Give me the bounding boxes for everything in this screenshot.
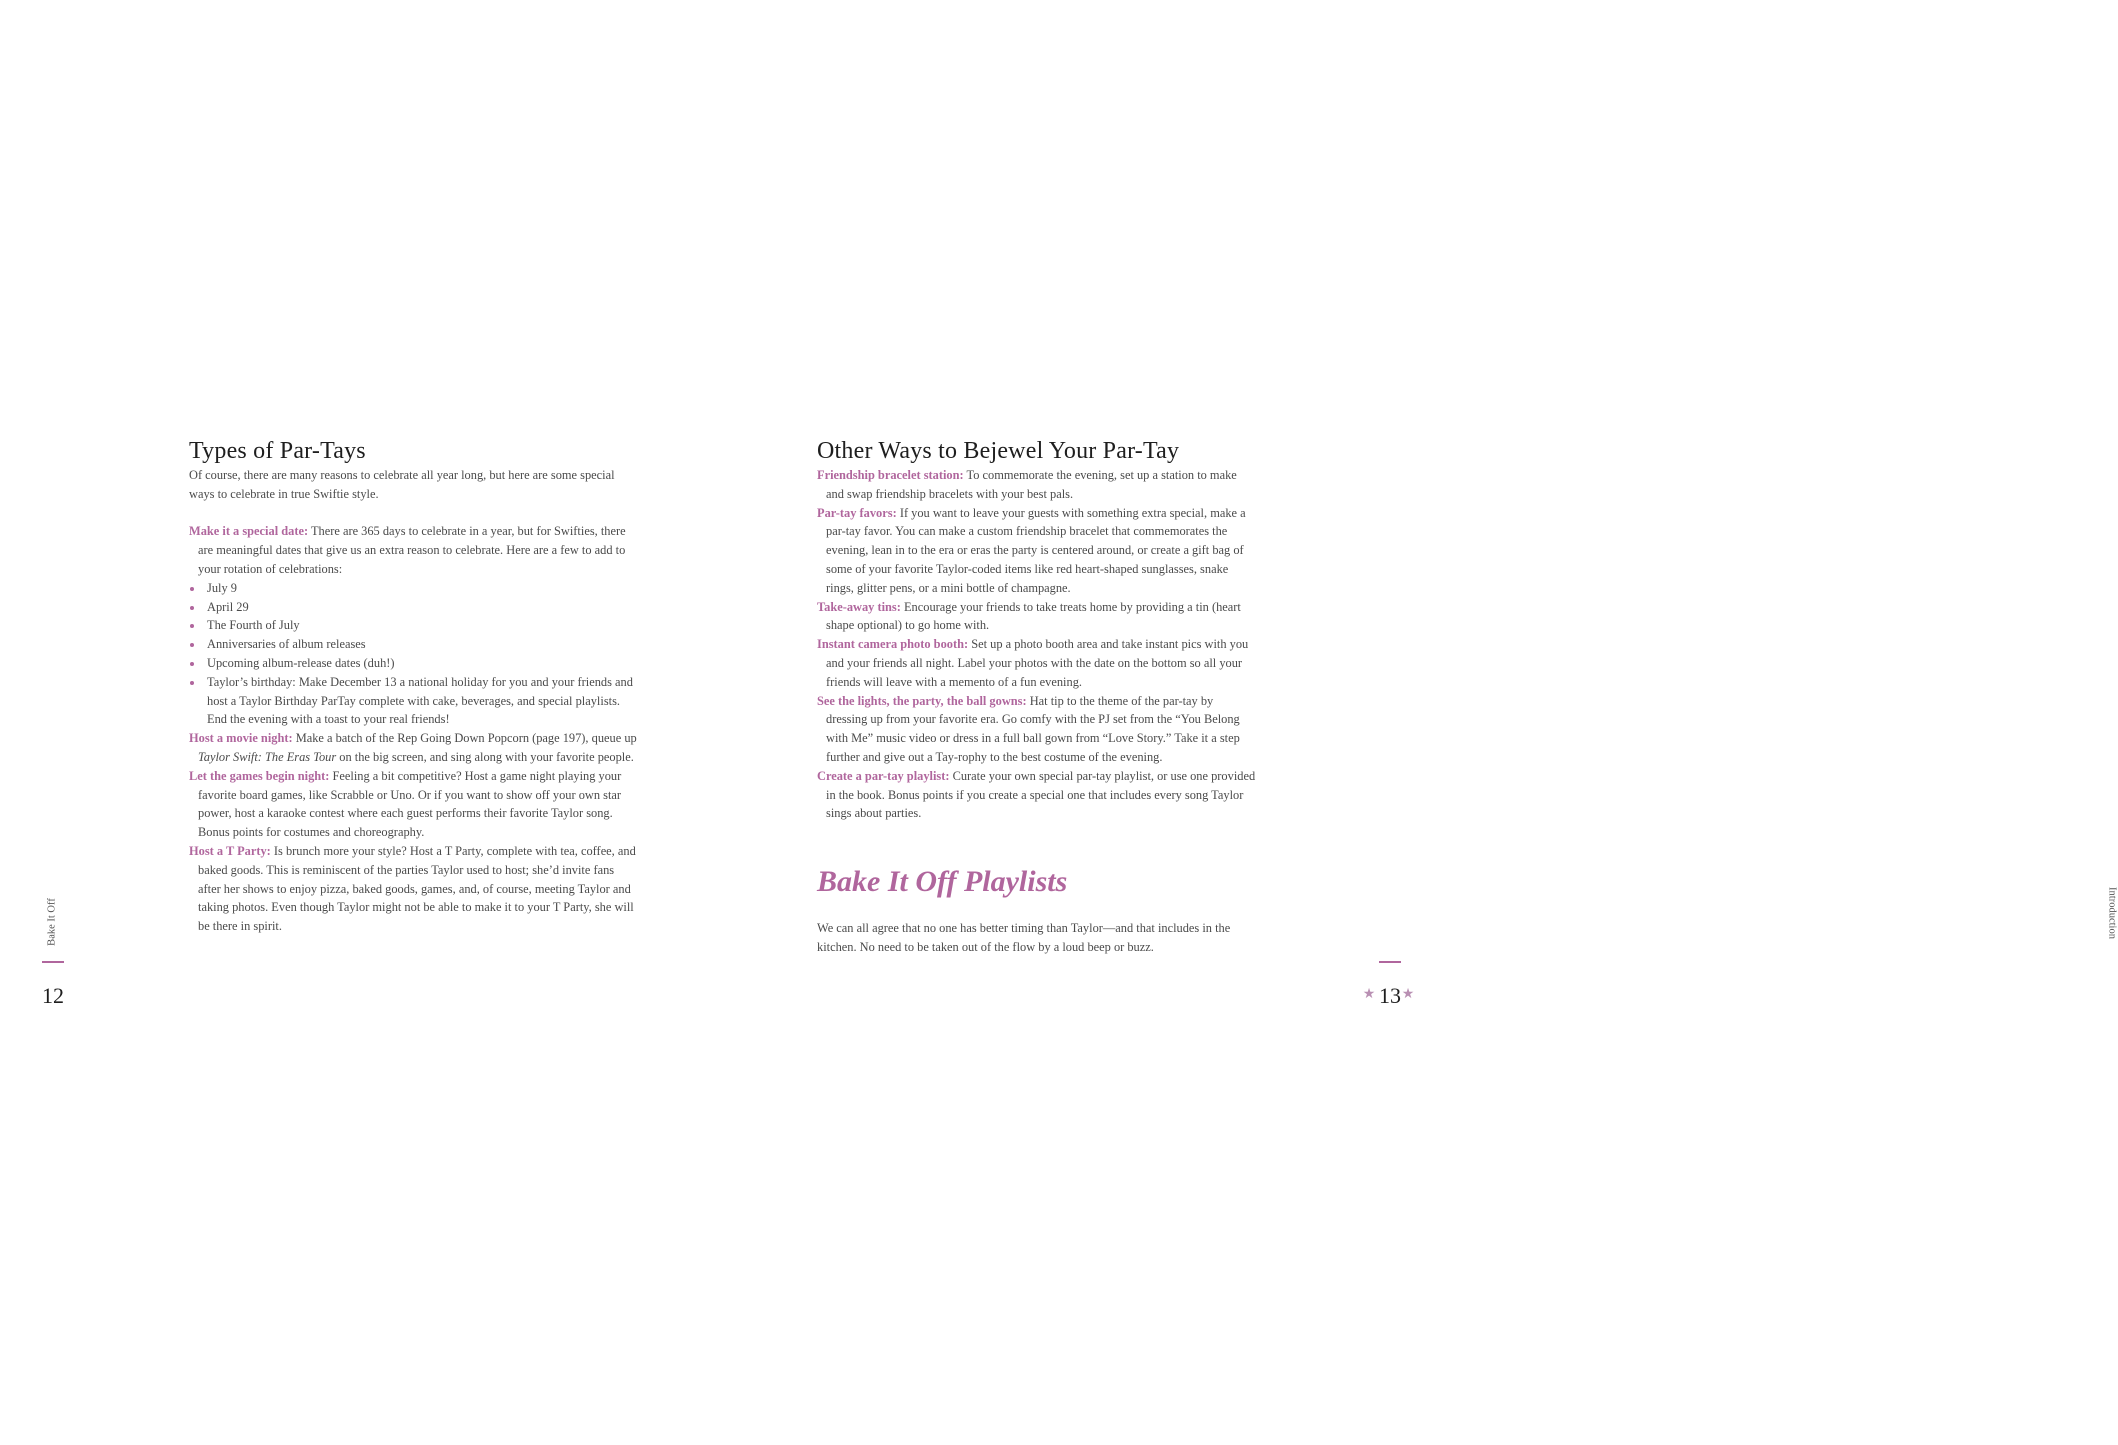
star-icon: ★ — [1401, 987, 1415, 1002]
intro-paragraph: Of course, there are many reasons to celebrate all year long, but here are some special ways to celebrate in true Swiftie style. — [189, 468, 615, 501]
list-item: Taylor’s birthday: Make December 13 a national holiday for you and your friends and host a Taylor Birthday ParTay complete with cake, beverages, and special playlists. End the evening with a toast to your real friends! — [189, 673, 639, 729]
bullet-dot-icon — [190, 681, 194, 685]
bejewel-item: Friendship bracelet station: To commemorate the evening, set up a station to make and swap friendship bracelets with your best pals. — [817, 468, 1237, 501]
bejewel-item: See the lights, the party, the ball gowns: Hat tip to the theme of the par-tay by dressing up from your favorite era. Go comfy with the PJ set from the “You Belong with Me” music video or dress in a full ball gown from “Love Story.” Take it a step further and give out a Tay-rophy to the best costume of the evening. — [817, 693, 1240, 764]
list-item: July 9 — [189, 579, 639, 598]
playlists-heading: Bake It Off Playlists — [817, 865, 1068, 899]
list-item: April 29 — [189, 598, 639, 617]
page-number-right: 13 — [1379, 983, 1401, 1008]
special-date-lead: Make it a special date: — [189, 524, 309, 539]
page-number-left: 12 — [42, 983, 64, 1008]
accent-rule-right — [1379, 961, 1401, 963]
bullet-dot-icon — [190, 624, 194, 628]
right-text-column — [817, 436, 1257, 957]
film-title: Taylor Swift: The Eras Tour — [198, 749, 337, 764]
running-head-left: Bake It Off — [46, 898, 58, 946]
bullet-dot-icon — [190, 662, 194, 666]
bejewel-item: Par-tay favors: If you want to leave your guests with something extra special, make a par-tay favor. You can make a custom friendship bracelet that commemorates the evening, lean in to the era or eras the party is centered around, or create a gift bag of some of your favorite Taylor-coded items like red heart-shaped sunglasses, snake rings, glitter pens, or a mini bottle of champagne. — [817, 505, 1246, 595]
bejewel-item: Take-away tins: Encourage your friends to take treats home by providing a tin (heart shape optional) to go home with. — [817, 599, 1241, 633]
bullet-dot-icon — [190, 643, 194, 647]
movie-night-paragraph: Host a movie night: Make a batch of the Rep Going Down Popcorn (page 197), queue up Taylor Swift: The Eras Tour on the big screen, and sing along with your favorite people. — [189, 731, 637, 764]
list-item: The Fourth of July — [189, 616, 639, 635]
special-date-paragraph — [189, 522, 639, 578]
special-dates-list — [189, 579, 639, 729]
movie-night-lead: Host a movie night: — [189, 731, 293, 746]
right-page — [722, 0, 2118, 1445]
bejewel-item: Create a par-tay playlist: Curate your own special par-tay playlist, or use one provided in the book. Bonus points if you create a special one that includes every song Taylor sings about parties. — [817, 768, 1256, 821]
running-head-right: Introduction — [2106, 887, 2118, 939]
bullet-dot-icon — [190, 587, 194, 591]
accent-rule-left — [42, 961, 64, 963]
special-date-text: There are 365 days to celebrate in a year, but for Swifties, there are meaningful dates that give us an extra reason to celebrate. Here are a few to add to your rotation of celebrations: — [198, 524, 626, 576]
section-heading-types-of-partays: Types of Par-Tays — [189, 438, 366, 464]
left-text-column — [189, 436, 639, 936]
star-icon: ★ — [1362, 987, 1376, 1002]
games-night-paragraph: Let the games begin night: Feeling a bit competitive? Host a game night playing your favorite board games, like Scrabble or Uno. Or if you want to show off your own star power, host a karaoke contest where each guest performs their favorite Taylor song. Bonus points for costumes and choreography. — [189, 768, 622, 840]
playlists-paragraph: We can all agree that no one has better timing than Taylor—and that includes in the kitchen. No need to be taken out of the flow by a loud beep or buzz. — [817, 921, 1231, 954]
list-item: Upcoming album-release dates (duh!) — [189, 654, 639, 673]
section-heading-bejewel: Other Ways to Bejewel Your Par-Tay — [817, 438, 1180, 464]
games-night-lead: Let the games begin night: — [189, 768, 330, 783]
bullet-dot-icon — [190, 606, 194, 610]
list-item: Anniversaries of album releases — [189, 635, 639, 654]
left-page — [0, 0, 722, 1445]
t-party-paragraph: Host a T Party: Is brunch more your style? Host a T Party, complete with tea, coffee, and baked goods. This is reminiscent of the parties Taylor used to host; she’d invite fans after her shows to enjoy pizza, baked goods, games, and, of course, meeting Taylor and taking photos. Even though Taylor might not be able to make it to your T Party, she will be there in spirit. — [189, 843, 636, 934]
bejewel-item: Instant camera photo booth: Set up a photo booth area and take instant pics with you and your friends all night. Label your photos with the date on the bottom so all your friends will leave with a memento of a fun evening. — [817, 637, 1249, 689]
t-party-lead: Host a T Party: — [189, 843, 271, 858]
